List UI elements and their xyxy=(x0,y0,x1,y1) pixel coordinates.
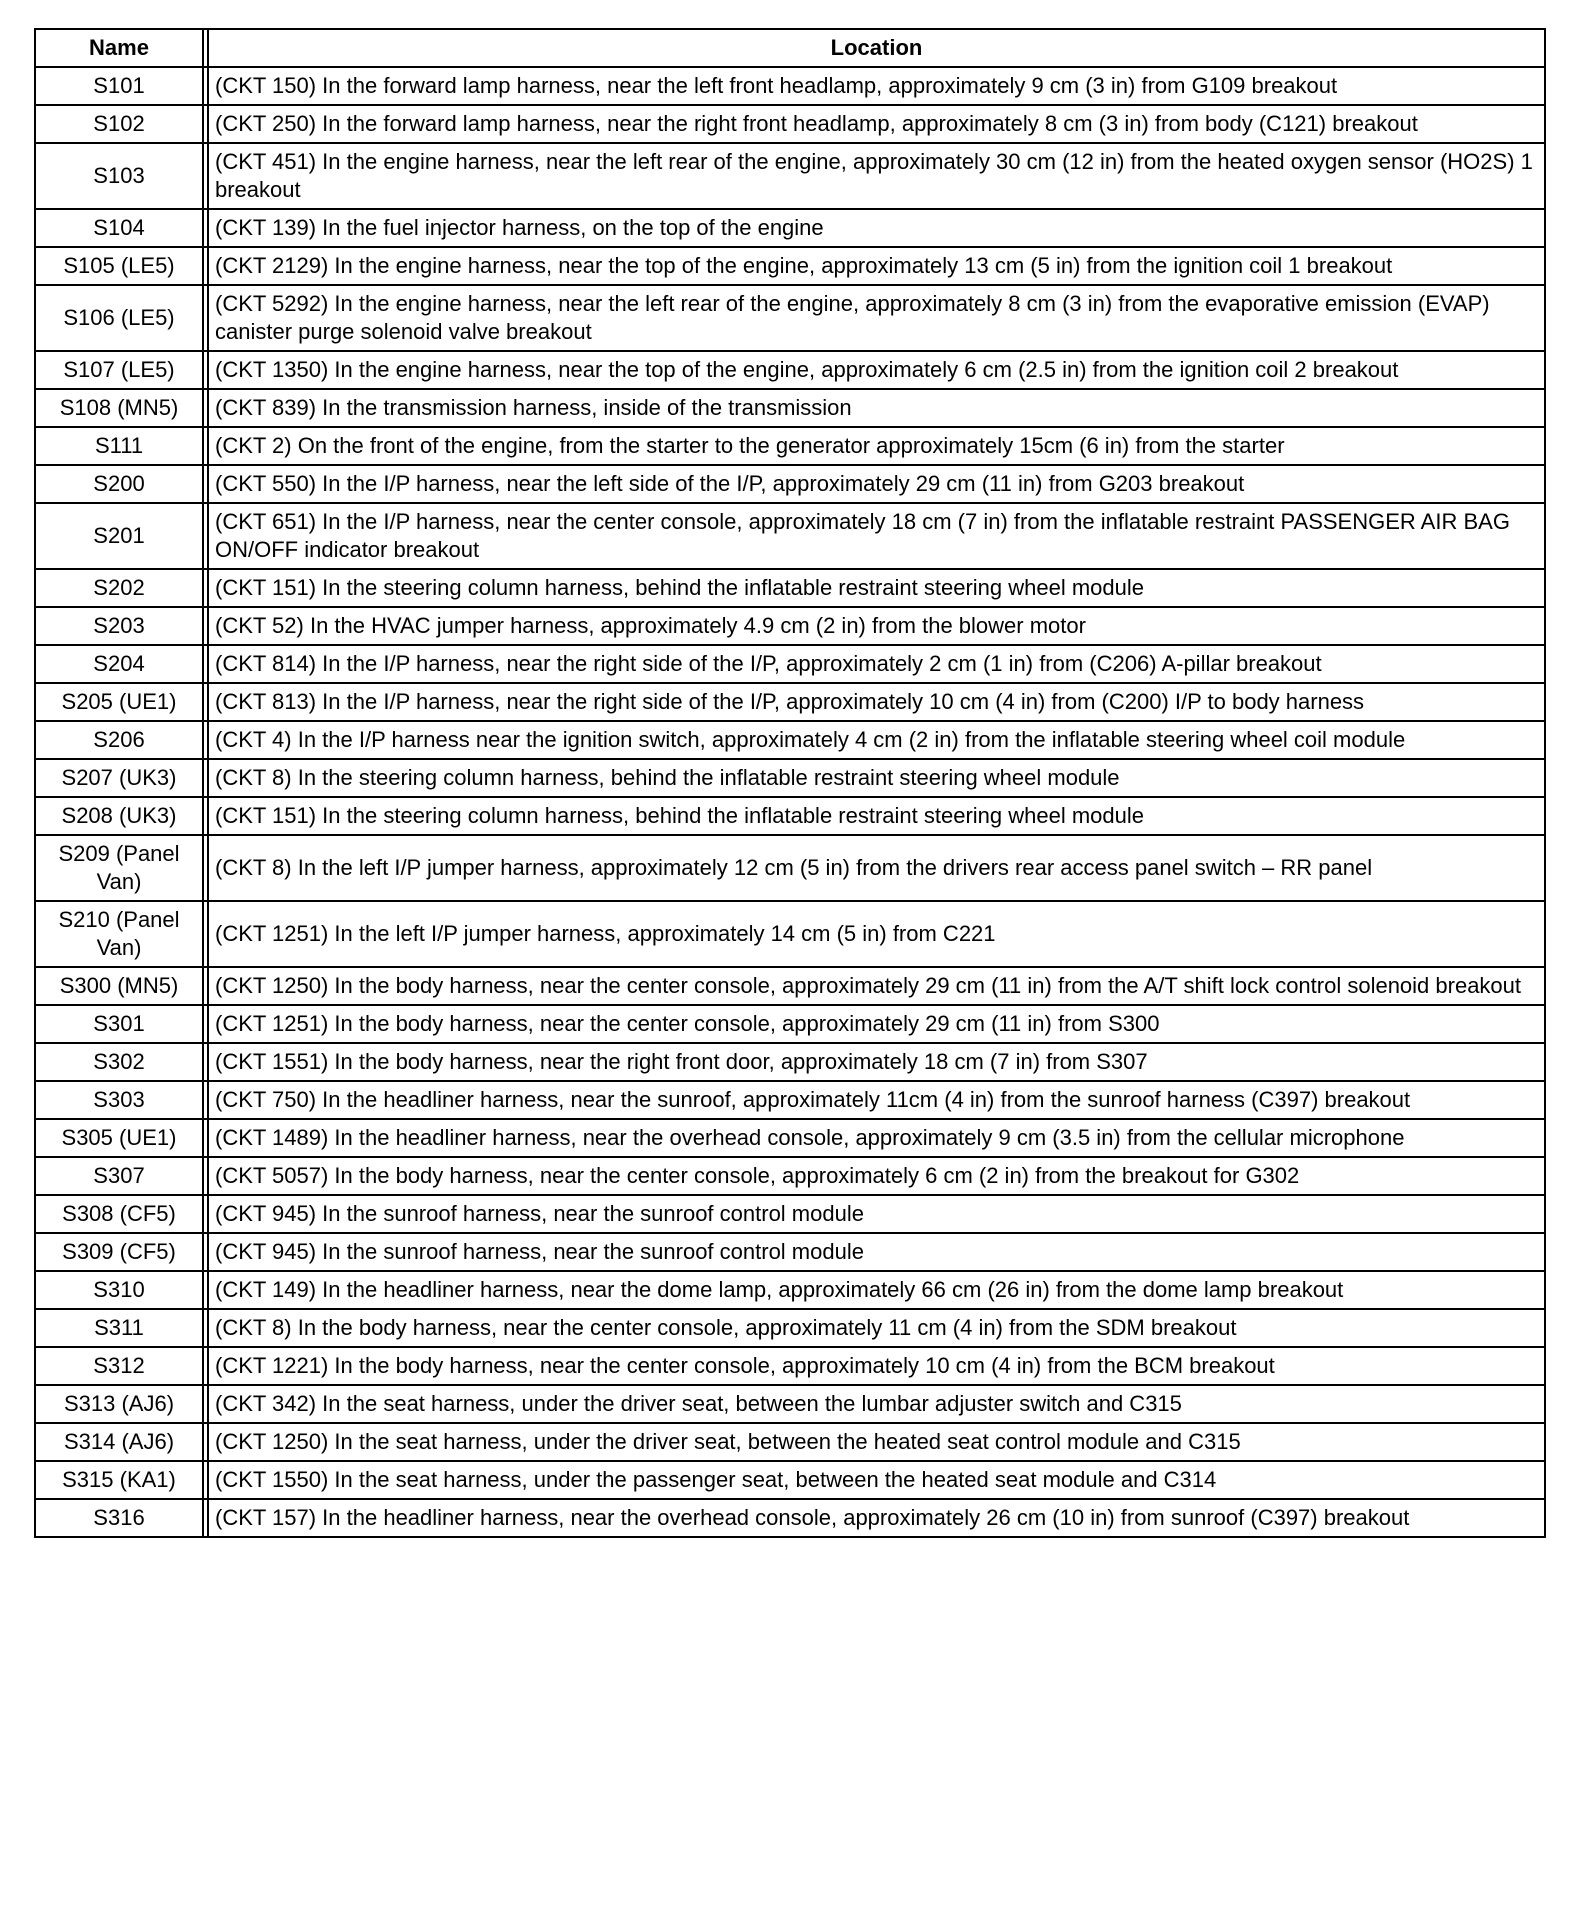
table-row xyxy=(35,67,1545,105)
splice-name-cell: S300 (MN5) xyxy=(35,967,203,1005)
splice-location-cell: (CKT 5057) In the body harness, near the center console, approximately 6 cm (2 in) from the breakout for G302 xyxy=(208,1157,1545,1195)
table-row xyxy=(35,645,1545,683)
splice-location-cell: (CKT 814) In the I/P harness, near the right side of the I/P, approximately 2 cm (1 in) from (C206) A-pillar breakout xyxy=(208,645,1545,683)
table-row xyxy=(35,389,1545,427)
table-row xyxy=(35,105,1545,143)
splice-name-cell: S204 xyxy=(35,645,203,683)
table-row xyxy=(35,1195,1545,1233)
table-header-row xyxy=(35,29,1545,67)
table-row xyxy=(35,1043,1545,1081)
splice-name-cell: S103 xyxy=(35,143,203,209)
splice-location-cell: (CKT 157) In the headliner harness, near the overhead console, approximately 26 cm (10 in) from sunroof (C397) breakout xyxy=(208,1499,1545,1537)
splice-name-cell: S108 (MN5) xyxy=(35,389,203,427)
splice-location-table xyxy=(34,28,1546,1538)
splice-name-cell: S302 xyxy=(35,1043,203,1081)
table-row xyxy=(35,1233,1545,1271)
table-row xyxy=(35,835,1545,901)
splice-location-cell: (CKT 2) On the front of the engine, from the starter to the generator approximately 15cm (6 in) from the starter xyxy=(208,427,1545,465)
table-row xyxy=(35,797,1545,835)
splice-location-cell: (CKT 945) In the sunroof harness, near the sunroof control module xyxy=(208,1195,1545,1233)
splice-location-cell: (CKT 750) In the headliner harness, near the sunroof, approximately 11cm (4 in) from the sunroof harness (C397) breakout xyxy=(208,1081,1545,1119)
splice-location-cell: (CKT 1489) In the headliner harness, near the overhead console, approximately 9 cm (3.5 in) from the cellular microphone xyxy=(208,1119,1545,1157)
splice-name-cell: S314 (AJ6) xyxy=(35,1423,203,1461)
splice-location-cell: (CKT 149) In the headliner harness, near the dome lamp, approximately 66 cm (26 in) from the dome lamp breakout xyxy=(208,1271,1545,1309)
table-row xyxy=(35,427,1545,465)
table-row xyxy=(35,1461,1545,1499)
splice-name-cell: S313 (AJ6) xyxy=(35,1385,203,1423)
table-row xyxy=(35,351,1545,389)
table-row xyxy=(35,1271,1545,1309)
splice-name-cell: S104 xyxy=(35,209,203,247)
splice-name-cell: S301 xyxy=(35,1005,203,1043)
splice-name-cell: S111 xyxy=(35,427,203,465)
splice-location-cell: (CKT 1251) In the left I/P jumper harness, approximately 14 cm (5 in) from C221 xyxy=(208,901,1545,967)
splice-name-cell: S205 (UE1) xyxy=(35,683,203,721)
splice-location-cell: (CKT 1251) In the body harness, near the center console, approximately 29 cm (11 in) from S300 xyxy=(208,1005,1545,1043)
splice-location-cell: (CKT 4) In the I/P harness near the ignition switch, approximately 4 cm (2 in) from the inflatable steering wheel coil module xyxy=(208,721,1545,759)
table-row xyxy=(35,1347,1545,1385)
splice-location-cell: (CKT 451) In the engine harness, near the left rear of the engine, approximately 30 cm (12 in) from the heated oxygen sensor (HO2S) 1 breakout xyxy=(208,143,1545,209)
splice-location-cell: (CKT 1350) In the engine harness, near the top of the engine, approximately 6 cm (2.5 in) from the ignition coil 2 breakout xyxy=(208,351,1545,389)
table-row xyxy=(35,1423,1545,1461)
splice-location-cell: (CKT 651) In the I/P harness, near the center console, approximately 18 cm (7 in) from the inflatable restraint PASSENGER AIR BAG ON/OFF indicator breakout xyxy=(208,503,1545,569)
splice-name-cell: S206 xyxy=(35,721,203,759)
splice-name-cell: S209 (Panel Van) xyxy=(35,835,203,901)
splice-name-cell: S309 (CF5) xyxy=(35,1233,203,1271)
splice-name-cell: S305 (UE1) xyxy=(35,1119,203,1157)
table-row xyxy=(35,143,1545,209)
splice-name-cell: S310 xyxy=(35,1271,203,1309)
splice-location-cell: (CKT 8) In the body harness, near the center console, approximately 11 cm (4 in) from the SDM breakout xyxy=(208,1309,1545,1347)
splice-location-cell: (CKT 151) In the steering column harness, behind the inflatable restraint steering wheel module xyxy=(208,569,1545,607)
splice-name-cell: S203 xyxy=(35,607,203,645)
splice-name-cell: S106 (LE5) xyxy=(35,285,203,351)
splice-location-cell: (CKT 1221) In the body harness, near the center console, approximately 10 cm (4 in) from the BCM breakout xyxy=(208,1347,1545,1385)
table-row xyxy=(35,1157,1545,1195)
splice-name-cell: S312 xyxy=(35,1347,203,1385)
table-body xyxy=(35,67,1545,1537)
splice-location-cell: (CKT 2129) In the engine harness, near the top of the engine, approximately 13 cm (5 in) from the ignition coil 1 breakout xyxy=(208,247,1545,285)
splice-location-cell: (CKT 8) In the left I/P jumper harness, approximately 12 cm (5 in) from the drivers rear access panel switch – RR panel xyxy=(208,835,1545,901)
splice-location-cell: (CKT 52) In the HVAC jumper harness, approximately 4.9 cm (2 in) from the blower motor xyxy=(208,607,1545,645)
splice-location-cell: (CKT 839) In the transmission harness, inside of the transmission xyxy=(208,389,1545,427)
table-row xyxy=(35,247,1545,285)
table-row xyxy=(35,1119,1545,1157)
name-column-header: Name xyxy=(35,29,203,67)
splice-location-cell: (CKT 1250) In the seat harness, under the driver seat, between the heated seat control module and C315 xyxy=(208,1423,1545,1461)
splice-name-cell: S316 xyxy=(35,1499,203,1537)
splice-name-cell: S315 (KA1) xyxy=(35,1461,203,1499)
splice-name-cell: S102 xyxy=(35,105,203,143)
table-row xyxy=(35,967,1545,1005)
splice-location-cell: (CKT 8) In the steering column harness, behind the inflatable restraint steering wheel module xyxy=(208,759,1545,797)
splice-location-cell: (CKT 1550) In the seat harness, under the passenger seat, between the heated seat module and C314 xyxy=(208,1461,1545,1499)
table-row xyxy=(35,721,1545,759)
table-row xyxy=(35,1005,1545,1043)
splice-name-cell: S210 (Panel Van) xyxy=(35,901,203,967)
splice-name-cell: S200 xyxy=(35,465,203,503)
splice-name-cell: S207 (UK3) xyxy=(35,759,203,797)
splice-location-cell: (CKT 813) In the I/P harness, near the right side of the I/P, approximately 10 cm (4 in) from (C200) I/P to body harness xyxy=(208,683,1545,721)
table-row xyxy=(35,759,1545,797)
table-row xyxy=(35,1385,1545,1423)
splice-location-cell: (CKT 250) In the forward lamp harness, near the right front headlamp, approximately 8 cm (3 in) from body (C121) breakout xyxy=(208,105,1545,143)
splice-location-cell: (CKT 151) In the steering column harness, behind the inflatable restraint steering wheel module xyxy=(208,797,1545,835)
splice-location-cell: (CKT 342) In the seat harness, under the driver seat, between the lumbar adjuster switch and C315 xyxy=(208,1385,1545,1423)
splice-name-cell: S307 xyxy=(35,1157,203,1195)
table-row xyxy=(35,683,1545,721)
splice-name-cell: S208 (UK3) xyxy=(35,797,203,835)
table-row xyxy=(35,569,1545,607)
table-row xyxy=(35,1081,1545,1119)
location-column-header: Location xyxy=(208,29,1545,67)
splice-name-cell: S303 xyxy=(35,1081,203,1119)
splice-location-cell: (CKT 945) In the sunroof harness, near the sunroof control module xyxy=(208,1233,1545,1271)
splice-location-cell: (CKT 1551) In the body harness, near the right front door, approximately 18 cm (7 in) from S307 xyxy=(208,1043,1545,1081)
table-row xyxy=(35,901,1545,967)
splice-location-cell: (CKT 139) In the fuel injector harness, on the top of the engine xyxy=(208,209,1545,247)
splice-name-cell: S201 xyxy=(35,503,203,569)
splice-location-cell: (CKT 1250) In the body harness, near the center console, approximately 29 cm (11 in) from the A/T shift lock control solenoid breakout xyxy=(208,967,1545,1005)
table-row xyxy=(35,209,1545,247)
table-row xyxy=(35,285,1545,351)
splice-location-cell: (CKT 5292) In the engine harness, near the left rear of the engine, approximately 8 cm (3 in) from the evaporative emission (EVAP) canister purge solenoid valve breakout xyxy=(208,285,1545,351)
splice-name-cell: S107 (LE5) xyxy=(35,351,203,389)
splice-name-cell: S101 xyxy=(35,67,203,105)
table-row xyxy=(35,465,1545,503)
table-row xyxy=(35,1309,1545,1347)
table-row xyxy=(35,1499,1545,1537)
splice-name-cell: S202 xyxy=(35,569,203,607)
splice-name-cell: S308 (CF5) xyxy=(35,1195,203,1233)
splice-name-cell: S311 xyxy=(35,1309,203,1347)
splice-name-cell: S105 (LE5) xyxy=(35,247,203,285)
table-row xyxy=(35,607,1545,645)
splice-location-cell: (CKT 150) In the forward lamp harness, near the left front headlamp, approximately 9 cm (3 in) from G109 breakout xyxy=(208,67,1545,105)
table-row xyxy=(35,503,1545,569)
splice-location-cell: (CKT 550) In the I/P harness, near the left side of the I/P, approximately 29 cm (11 in) from G203 breakout xyxy=(208,465,1545,503)
